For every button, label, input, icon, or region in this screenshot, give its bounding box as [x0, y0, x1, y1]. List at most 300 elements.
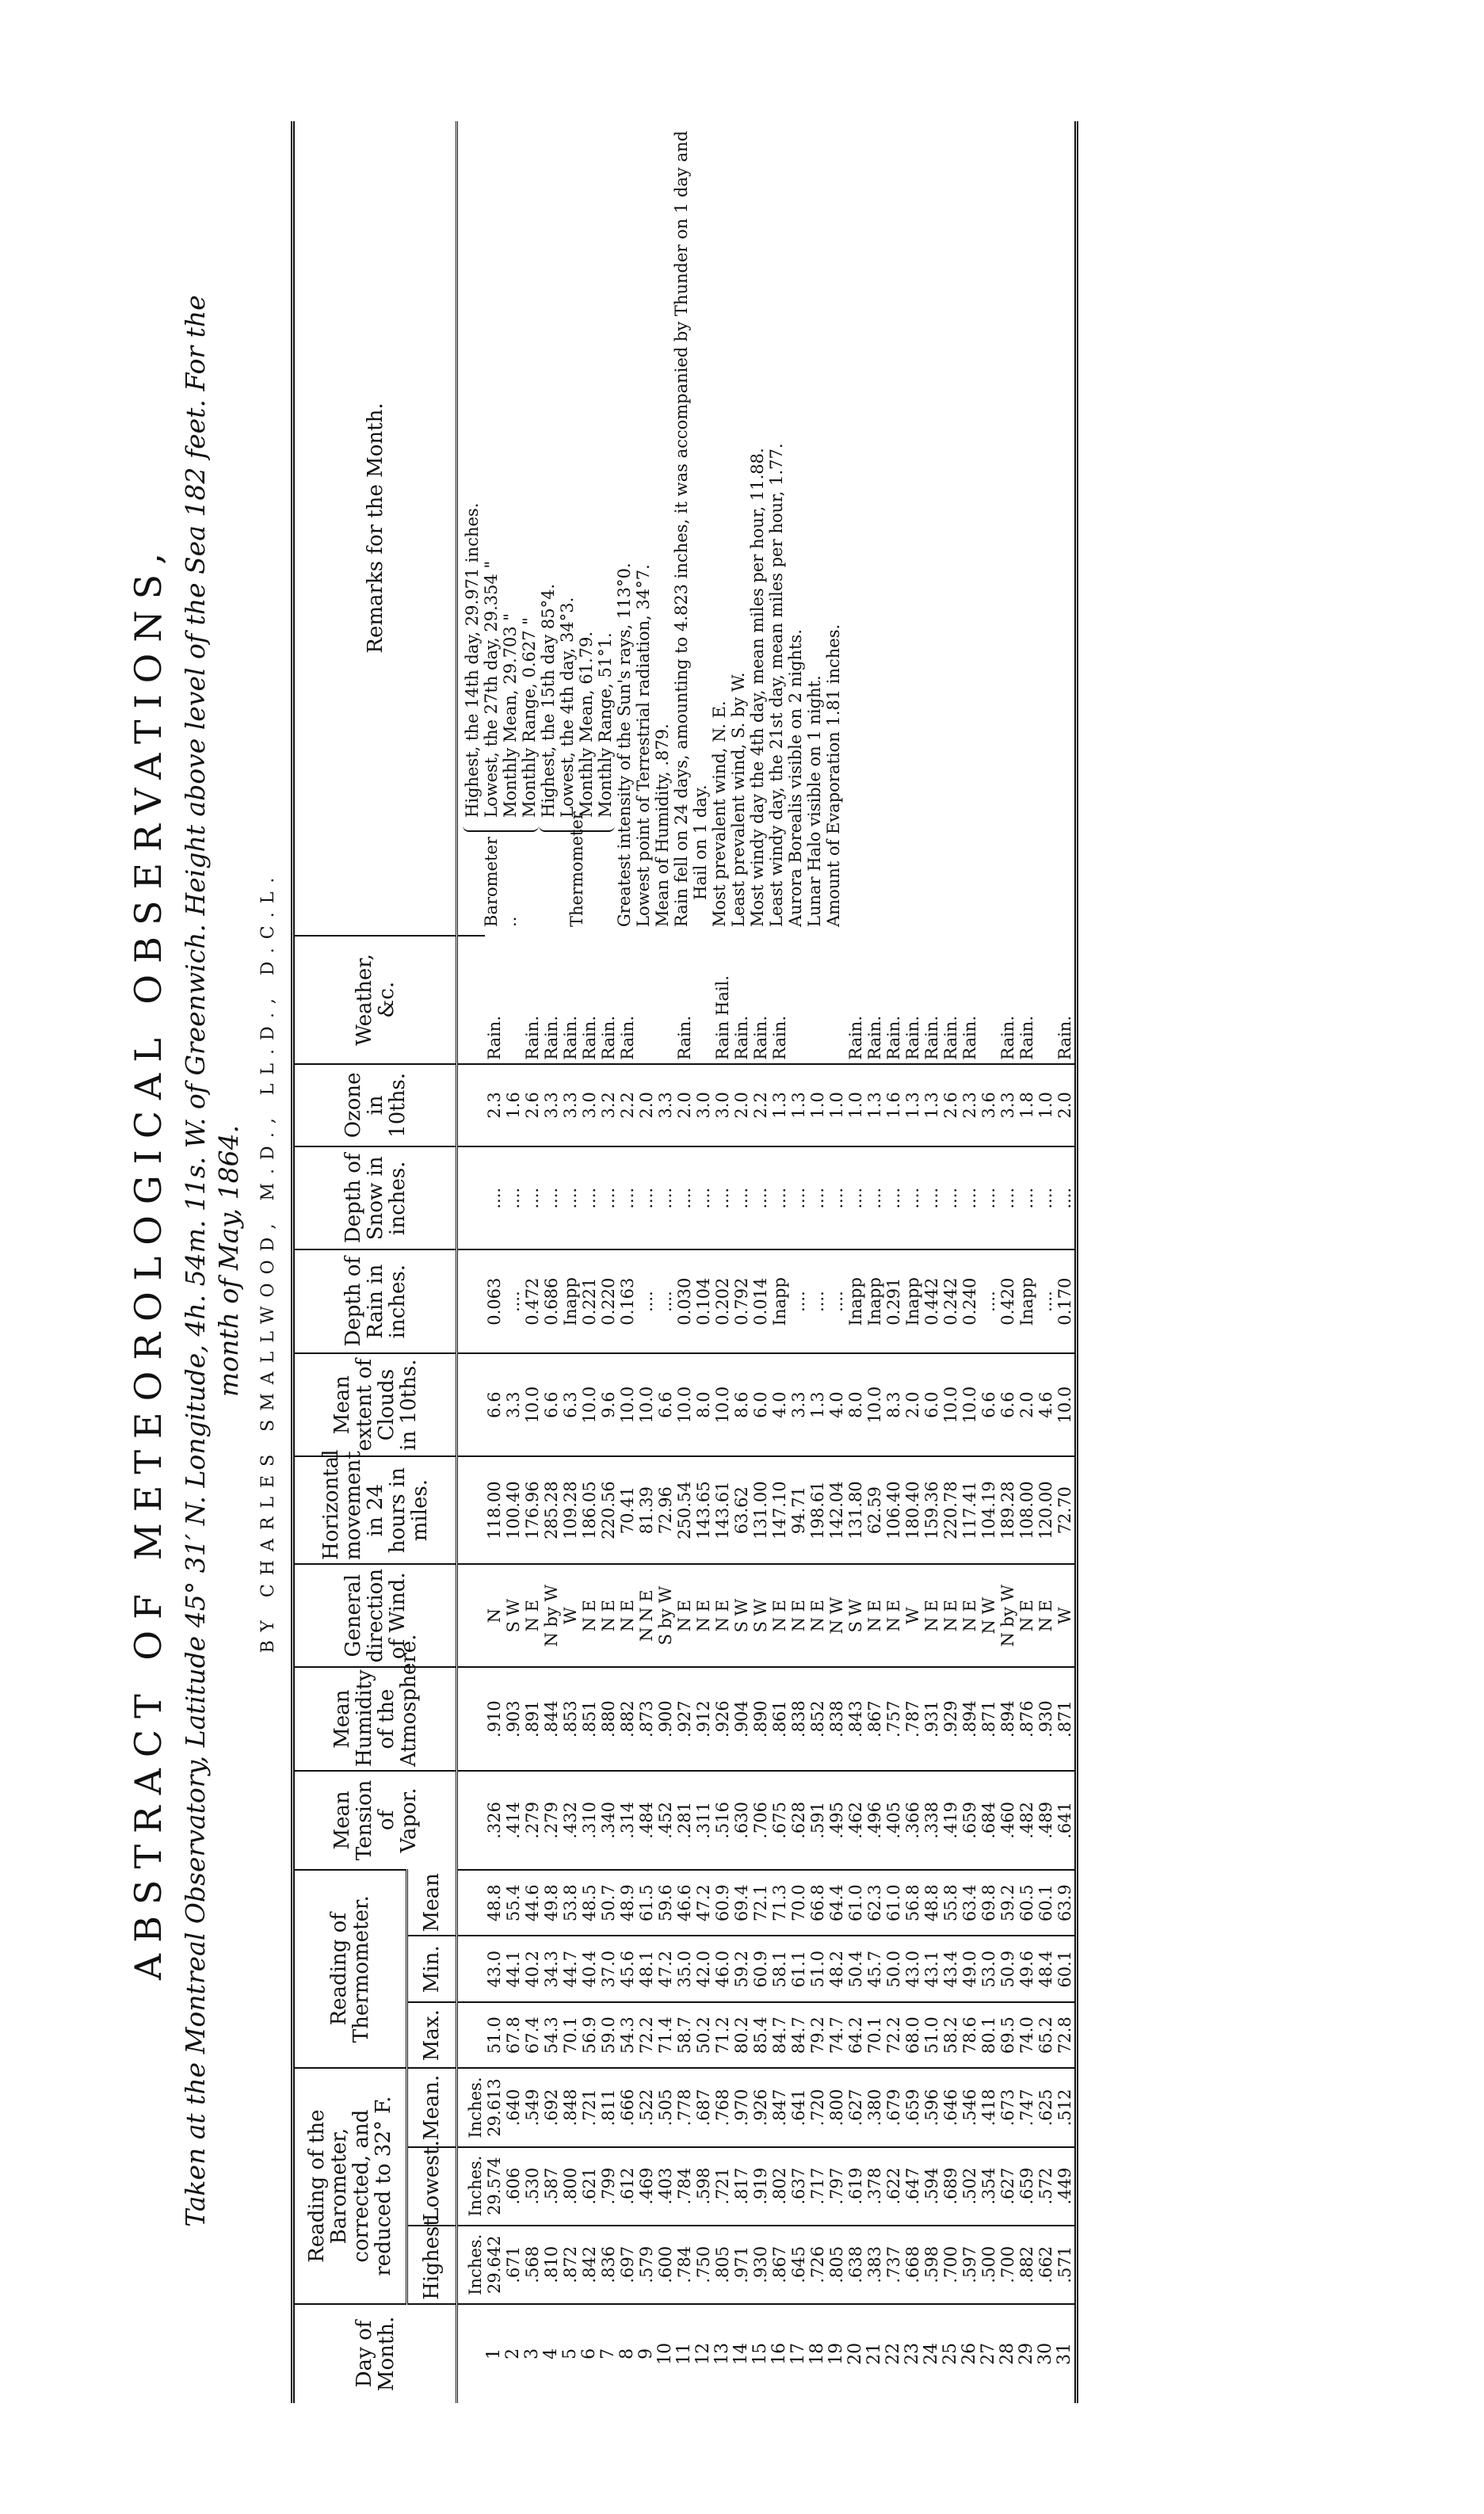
min-cell: 43.0: [903, 1936, 922, 2001]
humidity-cell: .871: [979, 1667, 998, 1770]
ozone-cell: 3.3: [656, 1064, 675, 1146]
max-cell: 70.1: [561, 2002, 580, 2068]
temp-mean-cell: 47.2: [694, 1870, 713, 1936]
vapor-cell: .452: [656, 1771, 675, 1870]
horizontal-cell: 143.61: [713, 1456, 732, 1564]
clouds-cell: 10.0: [523, 1353, 542, 1456]
highest-cell: 29.642: [485, 2226, 504, 2304]
temp-mean-cell: 69.8: [979, 1870, 998, 1936]
highest-cell: .700: [941, 2226, 960, 2304]
ozone-cell: 3.3: [561, 1064, 580, 1146]
rain-cell: 0.291: [884, 1249, 903, 1352]
vapor-cell: .462: [846, 1771, 865, 1870]
horizontal-cell: 106.40: [884, 1456, 903, 1564]
snow-cell: ....: [485, 1146, 504, 1249]
ozone-cell: 2.2: [618, 1064, 637, 1146]
highest-cell: .383: [865, 2226, 884, 2304]
day-cell: 8: [618, 2304, 637, 2403]
rain-cell: ....: [637, 1249, 656, 1352]
remark-line: Highest, the 15th day 85°4.: [539, 583, 558, 818]
rain-cell: 0.030: [675, 1249, 694, 1352]
mean-cell: .546: [960, 2068, 979, 2146]
weather-cell: Rain.: [846, 1015, 865, 1060]
table-header: [293, 121, 457, 2403]
wind-cell: N E: [1017, 1564, 1036, 1667]
clouds-cell: 10.0: [713, 1353, 732, 1456]
highest-cell: .805: [713, 2226, 732, 2304]
day-cell: 27: [979, 2304, 998, 2403]
subtitle: [179, 119, 246, 2403]
rain-cell: 0.170: [1055, 1249, 1077, 1352]
weather-cell: [827, 936, 846, 1064]
temp-mean-cell: 48.8: [922, 1870, 941, 1936]
remark-line: Monthly Range, 51°1.: [596, 632, 615, 818]
header-th-max: Max.: [407, 2002, 457, 2068]
rain-cell: 0.420: [998, 1249, 1017, 1352]
min-cell: 43.1: [922, 1936, 941, 2001]
snow-cell: ....: [789, 1146, 808, 1249]
ozone-cell: 1.0: [846, 1064, 865, 1146]
clouds-cell: 3.3: [504, 1353, 523, 1456]
wind-cell: W: [1055, 1564, 1077, 1667]
observations-table: [291, 121, 1078, 2403]
day-cell: 18: [808, 2304, 827, 2403]
vapor-cell: .484: [637, 1771, 656, 1870]
header-weather: Weather, &c.: [293, 936, 457, 1064]
snow-cell: ....: [694, 1146, 713, 1249]
horizontal-cell: 220.78: [941, 1456, 960, 1564]
lowest-cell: .594: [922, 2147, 941, 2226]
day-cell: 24: [922, 2304, 941, 2403]
day-cell: 3: [523, 2304, 542, 2403]
header-horizontal-movement: Horizontal movement in 24 hours in miles.: [293, 1456, 457, 1564]
temp-mean-cell: 59.2: [998, 1870, 1017, 1936]
header-th-min: Min.: [407, 1936, 457, 2001]
clouds-cell: 6.6: [998, 1353, 1017, 1456]
mean-cell: .505: [656, 2068, 675, 2146]
wind-cell: W: [903, 1564, 922, 1667]
ozone-cell: 1.3: [922, 1064, 941, 1146]
min-cell: 40.2: [523, 1936, 542, 2001]
wind-cell: N E: [960, 1564, 979, 1667]
clouds-cell: 4.0: [770, 1353, 789, 1456]
wind-cell: N W: [979, 1564, 998, 1667]
lowest-cell: .587: [542, 2147, 561, 2226]
temp-mean-cell: 60.1: [1036, 1870, 1055, 1936]
weather-cell: Rain.: [1017, 1015, 1036, 1060]
wind-cell: S W: [846, 1564, 865, 1667]
remark-line: Amount of Evaporation 1.81 inches.: [824, 624, 843, 927]
lowest-cell: .606: [504, 2147, 523, 2226]
day-cell: 22: [884, 2304, 903, 2403]
wind-cell: N E: [1036, 1564, 1055, 1667]
humidity-cell: .890: [751, 1667, 770, 1770]
lowest-cell: .784: [675, 2147, 694, 2226]
clouds-cell: 8.6: [732, 1353, 751, 1456]
min-cell: 46.0: [713, 1936, 732, 2001]
temp-mean-cell: 61.0: [884, 1870, 903, 1936]
vapor-cell: .314: [618, 1771, 637, 1870]
temp-mean-cell: 48.5: [580, 1870, 599, 1936]
highest-cell: .810: [542, 2226, 561, 2304]
weather-cell: [694, 936, 713, 1064]
vapor-cell: .628: [789, 1771, 808, 1870]
min-cell: 60.1: [1055, 1936, 1077, 2001]
header-remarks: Remarks for the Month.: [293, 121, 457, 936]
min-cell: 47.2: [656, 1936, 675, 2001]
remark-line: Least prevalent wind, S. by W.: [729, 672, 748, 927]
snow-cell: ....: [1036, 1146, 1055, 1249]
min-cell: 48.1: [637, 1936, 656, 2001]
temp-mean-cell: 60.9: [713, 1870, 732, 1936]
max-cell: 58.7: [675, 2002, 694, 2068]
horizontal-cell: 100.40: [504, 1456, 523, 1564]
remark-line: Rain fell on 24 days, amounting to 4.823 inches, it was accompanied by Thunder on 1 day and Hail on 1 day.: [672, 131, 710, 927]
lowest-cell: .403: [656, 2147, 675, 2226]
max-cell: 71.4: [656, 2002, 675, 2068]
wind-cell: W: [561, 1564, 580, 1667]
snow-cell: ....: [846, 1146, 865, 1249]
temp-mean-cell: 64.4: [827, 1870, 846, 1936]
vapor-cell: .516: [713, 1771, 732, 1870]
snow-cell: ....: [542, 1146, 561, 1249]
humidity-cell: .926: [713, 1667, 732, 1770]
day-cell: 15: [751, 2304, 770, 2403]
vapor-cell: .641: [1055, 1771, 1077, 1870]
lowest-cell: .627: [998, 2147, 1017, 2226]
day-cell: 19: [827, 2304, 846, 2403]
snow-cell: ....: [713, 1146, 732, 1249]
max-cell: 69.5: [998, 2002, 1017, 2068]
rain-cell: 0.163: [618, 1249, 637, 1352]
mean-cell: .641: [789, 2068, 808, 2146]
max-cell: 51.0: [485, 2002, 504, 2068]
remarks-list: [463, 126, 843, 927]
min-cell: 58.1: [770, 1936, 789, 2001]
max-cell: 80.2: [732, 2002, 751, 2068]
temp-mean-cell: 61.0: [846, 1870, 865, 1936]
humidity-cell: .873: [637, 1667, 656, 1770]
remark-line: Most windy day the 4th day, mean miles per hour, 11.88.: [748, 448, 767, 927]
remark-line: Mean of Humidity, .879.: [653, 723, 672, 927]
ozone-cell: 1.3: [789, 1064, 808, 1146]
weather-cell: Rain.: [732, 1015, 751, 1060]
temp-mean-cell: 62.3: [865, 1870, 884, 1936]
weather-cell: Rain.: [960, 1015, 979, 1060]
max-cell: 74.0: [1017, 2002, 1036, 2068]
rain-cell: Inapp: [865, 1249, 884, 1352]
min-cell: 44.7: [561, 1936, 580, 2001]
vapor-cell: .460: [998, 1771, 1017, 1870]
day-cell: 9: [637, 2304, 656, 2403]
clouds-cell: 2.0: [903, 1353, 922, 1456]
humidity-cell: .912: [694, 1667, 713, 1770]
vapor-cell: .338: [922, 1771, 941, 1870]
snow-cell: ....: [599, 1146, 618, 1249]
temp-mean-cell: 55.4: [504, 1870, 523, 1936]
temp-mean-cell: 55.8: [941, 1870, 960, 1936]
weather-cell: Rain.: [884, 1015, 903, 1060]
wind-cell: N E: [922, 1564, 941, 1667]
wind-cell: N E: [865, 1564, 884, 1667]
weather-cell: Rain.: [599, 1015, 618, 1060]
ozone-cell: 1.8: [1017, 1064, 1036, 1146]
min-cell: 48.2: [827, 1936, 846, 2001]
wind-cell: N E: [523, 1564, 542, 1667]
day-cell: 12: [694, 2304, 713, 2403]
lowest-cell: .797: [827, 2147, 846, 2226]
highest-cell: .600: [656, 2226, 675, 2304]
horizontal-cell: 117.41: [960, 1456, 979, 1564]
max-cell: 72.8: [1055, 2002, 1077, 2068]
remarks-cell: [457, 121, 1077, 936]
highest-cell: .842: [580, 2226, 599, 2304]
remark-line: Lunar Halo visible on 1 night.: [805, 675, 824, 927]
mean-cell: .721: [580, 2068, 599, 2146]
humidity-cell: .910: [485, 1667, 504, 1770]
weather-cell: Rain.: [922, 1015, 941, 1060]
remark-line: Monthly Mean, 61.79.: [577, 631, 596, 818]
humidity-cell: .838: [827, 1667, 846, 1770]
temp-mean-cell: 50.7: [599, 1870, 618, 1936]
highest-cell: .579: [637, 2226, 656, 2304]
mean-cell: .847: [770, 2068, 789, 2146]
max-cell: 70.1: [865, 2002, 884, 2068]
units-day-cell: [457, 2304, 486, 2403]
mean-cell: .659: [903, 2068, 922, 2146]
humidity-cell: .904: [732, 1667, 751, 1770]
humidity-cell: .930: [1036, 1667, 1055, 1770]
vapor-cell: .340: [599, 1771, 618, 1870]
max-cell: 67.4: [523, 2002, 542, 2068]
day-cell: 26: [960, 2304, 979, 2403]
humidity-cell: .894: [998, 1667, 1017, 1770]
clouds-cell: 6.3: [561, 1353, 580, 1456]
highest-cell: .836: [599, 2226, 618, 2304]
rain-cell: Inapp: [1017, 1249, 1036, 1352]
snow-cell: ....: [732, 1146, 751, 1249]
snow-cell: ....: [1017, 1146, 1036, 1249]
horizontal-cell: 176.96: [523, 1456, 542, 1564]
weather-cell: [979, 936, 998, 1064]
weather-cell: Rain Hail.: [713, 975, 732, 1060]
wind-cell: N E: [618, 1564, 637, 1667]
horizontal-cell: 131.00: [751, 1456, 770, 1564]
ozone-cell: 2.3: [485, 1064, 504, 1146]
day-cell: 31: [1055, 2304, 1077, 2403]
header-bar-highest: Highest: [407, 2226, 457, 2304]
lowest-cell: .378: [865, 2147, 884, 2226]
horizontal-cell: 159.36: [922, 1456, 941, 1564]
humidity-cell: .882: [618, 1667, 637, 1770]
highest-cell: .867: [770, 2226, 789, 2304]
wind-cell: N E: [675, 1564, 694, 1667]
lowest-cell: .449: [1055, 2147, 1077, 2226]
vapor-cell: .432: [561, 1771, 580, 1870]
min-cell: 49.0: [960, 1936, 979, 2001]
rain-cell: 0.104: [694, 1249, 713, 1352]
humidity-cell: .852: [808, 1667, 827, 1770]
day-cell: 1: [485, 2304, 504, 2403]
units-lowest: Inches.: [457, 2147, 486, 2226]
min-cell: 61.1: [789, 1936, 808, 2001]
vapor-cell: .279: [523, 1771, 542, 1870]
lowest-cell: .502: [960, 2147, 979, 2226]
temp-mean-cell: 56.8: [903, 1870, 922, 1936]
max-cell: 72.2: [884, 2002, 903, 2068]
clouds-cell: 1.3: [808, 1353, 827, 1456]
day-cell: 17: [789, 2304, 808, 2403]
temp-mean-cell: 46.6: [675, 1870, 694, 1936]
min-cell: 44.1: [504, 1936, 523, 2001]
day-cell: 28: [998, 2304, 1017, 2403]
rain-cell: ....: [827, 1249, 846, 1352]
humidity-cell: .894: [960, 1667, 979, 1770]
clouds-cell: 10.0: [960, 1353, 979, 1456]
weather-cell: Rain.: [561, 1015, 580, 1060]
header-humidity: Mean Humidity of the Atmosphere.: [293, 1667, 457, 1770]
remark-line: Monthly Range, 0.627 ": [520, 617, 539, 818]
temp-mean-cell: 69.4: [732, 1870, 751, 1936]
snow-cell: ....: [998, 1146, 1017, 1249]
horizontal-cell: 62.59: [865, 1456, 884, 1564]
header-day: Day of Month.: [293, 2304, 457, 2403]
horizontal-cell: 220.56: [599, 1456, 618, 1564]
horizontal-cell: 250.54: [675, 1456, 694, 1564]
remark-line: Lowest, the 4th day, 34°3.: [558, 597, 577, 818]
wind-cell: N by W: [542, 1564, 561, 1667]
vapor-cell: .675: [770, 1771, 789, 1870]
min-cell: 37.0: [599, 1936, 618, 2001]
lowest-cell: .689: [941, 2147, 960, 2226]
remark-line: Aurora Borealis visible on 2 nights.: [786, 629, 805, 927]
rain-cell: ....: [979, 1249, 998, 1352]
subtitle-line-1: Taken at the Montreal Observatory, Latitude 45° 31′ N. Longitude, 4h. 54m. 11s. W. of Greenwich. Height above level of the Sea 182 feet. For the: [180, 295, 211, 2227]
mean-cell: .811: [599, 2068, 618, 2146]
clouds-cell: 4.6: [1036, 1353, 1055, 1456]
snow-cell: ....: [903, 1146, 922, 1249]
clouds-cell: 10.0: [618, 1353, 637, 1456]
highest-cell: .930: [751, 2226, 770, 2304]
header-wind: General direction of Wind.: [293, 1564, 457, 1667]
humidity-cell: .838: [789, 1667, 808, 1770]
highest-cell: .700: [998, 2226, 1017, 2304]
rain-cell: Inapp: [770, 1249, 789, 1352]
max-cell: 54.3: [542, 2002, 561, 2068]
temp-mean-cell: 70.0: [789, 1870, 808, 1936]
snow-cell: ....: [770, 1146, 789, 1249]
ozone-cell: 3.0: [580, 1064, 599, 1146]
highest-cell: .737: [884, 2226, 903, 2304]
lowest-cell: .612: [618, 2147, 637, 2226]
rain-cell: Inapp: [903, 1249, 922, 1352]
snow-cell: ....: [808, 1146, 827, 1249]
lowest-cell: .572: [1036, 2147, 1055, 2226]
author-byline: BY CHARLES SMALLWOOD, M.D., LL.D., D.C.L.: [258, 868, 278, 1654]
weather-cell: Rain.: [485, 1015, 504, 1060]
max-cell: 78.6: [960, 2002, 979, 2068]
weather-cell: [637, 936, 656, 1064]
snow-cell: ....: [941, 1146, 960, 1249]
horizontal-cell: 285.28: [542, 1456, 561, 1564]
horizontal-cell: 198.61: [808, 1456, 827, 1564]
max-cell: 58.2: [941, 2002, 960, 2068]
header-bar-lowest: Lowest.: [407, 2147, 457, 2226]
mean-cell: .418: [979, 2068, 998, 2146]
units-mean: Inches.: [457, 2068, 486, 2146]
other-remarks: [615, 126, 843, 927]
humidity-cell: .861: [770, 1667, 789, 1770]
snow-cell: ....: [1055, 1146, 1077, 1249]
max-cell: 85.4: [751, 2002, 770, 2068]
weather-cell: Rain.: [903, 1015, 922, 1060]
min-cell: 49.6: [1017, 1936, 1036, 2001]
page-title: ABSTRACT OF METEOROLOGICAL OBSERVATIONS,: [127, 541, 170, 1981]
snow-cell: ....: [960, 1146, 979, 1249]
rain-cell: Inapp: [561, 1249, 580, 1352]
highest-cell: .645: [789, 2226, 808, 2304]
rain-cell: 0.686: [542, 1249, 561, 1352]
clouds-cell: 10.0: [580, 1353, 599, 1456]
weather-cell: [1036, 936, 1055, 1064]
highest-cell: .638: [846, 2226, 865, 2304]
snow-cell: ....: [865, 1146, 884, 1249]
weather-cell: Rain.: [580, 1015, 599, 1060]
weather-cell: [504, 936, 523, 1064]
ozone-cell: 3.3: [998, 1064, 1017, 1146]
temp-mean-cell: 53.8: [561, 1870, 580, 1936]
max-cell: 54.3: [618, 2002, 637, 2068]
mean-cell: .522: [637, 2068, 656, 2146]
mean-cell: .640: [504, 2068, 523, 2146]
clouds-cell: 10.0: [941, 1353, 960, 1456]
humidity-cell: .843: [846, 1667, 865, 1770]
max-cell: 50.2: [694, 2002, 713, 2068]
mean-cell: .625: [1036, 2068, 1055, 2146]
units-highest: Inches.: [457, 2226, 486, 2304]
rain-cell: Inapp: [846, 1249, 865, 1352]
mean-cell: .778: [675, 2068, 694, 2146]
mean-cell: .679: [884, 2068, 903, 2146]
mean-cell: .627: [846, 2068, 865, 2146]
max-cell: 79.2: [808, 2002, 827, 2068]
max-cell: 67.8: [504, 2002, 523, 2068]
mean-cell: .747: [1017, 2068, 1036, 2146]
min-cell: 51.0: [808, 1936, 827, 2001]
highest-cell: .662: [1036, 2226, 1055, 2304]
vapor-cell: .591: [808, 1771, 827, 1870]
weather-cell: Rain.: [865, 1015, 884, 1060]
mean-cell: .926: [751, 2068, 770, 2146]
humidity-cell: .844: [542, 1667, 561, 1770]
ozone-cell: 2.2: [751, 1064, 770, 1146]
vapor-cell: .366: [903, 1771, 922, 1870]
wind-cell: N: [485, 1564, 504, 1667]
highest-cell: .882: [1017, 2226, 1036, 2304]
snow-cell: ....: [580, 1146, 599, 1249]
lowest-cell: .637: [789, 2147, 808, 2226]
humidity-cell: .929: [941, 1667, 960, 1770]
day-cell: 20: [846, 2304, 865, 2403]
min-cell: 45.6: [618, 1936, 637, 2001]
weather-cell: Rain.: [618, 1015, 637, 1060]
max-cell: 56.9: [580, 2002, 599, 2068]
temp-mean-cell: 44.6: [523, 1870, 542, 1936]
day-cell: 29: [1017, 2304, 1036, 2403]
highest-cell: .726: [808, 2226, 827, 2304]
vapor-cell: .419: [941, 1771, 960, 1870]
wind-cell: N E: [713, 1564, 732, 1667]
